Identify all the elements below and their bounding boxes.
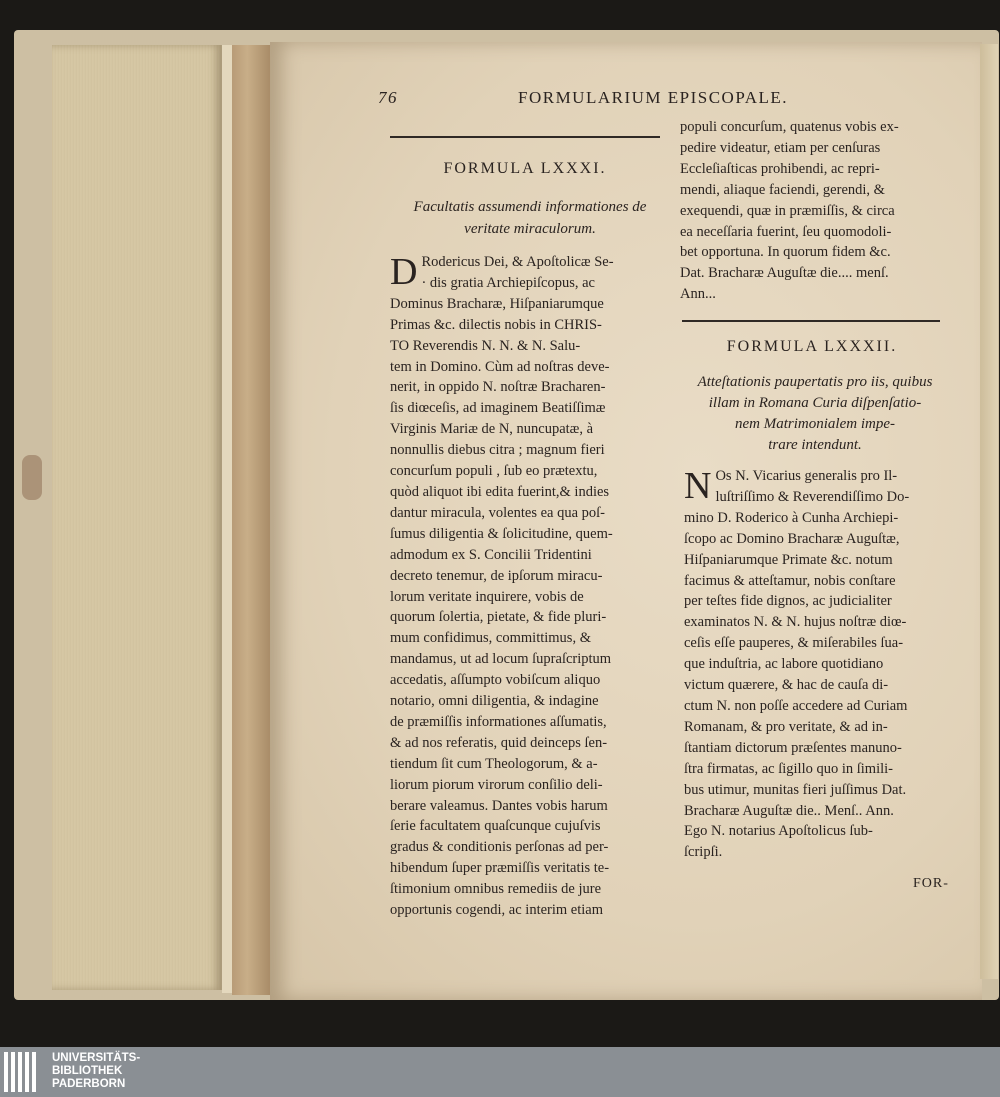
subtitle-line: illam in Romana Curia diſpenſatio- bbox=[708, 395, 922, 411]
text-line: ea neceſſaria fuerint, ſeu quomodoli- bbox=[680, 223, 892, 240]
stain bbox=[22, 455, 42, 500]
text-line: quòd aliquot ibi edita fuerint,& indies bbox=[390, 483, 610, 500]
gutter-shadow bbox=[232, 45, 270, 995]
text-line: concurſum populi , ſub eo prætextu, bbox=[390, 463, 598, 480]
formula-81-subtitle: Facultatis assumendi informationes de veritate miraculorum. bbox=[413, 199, 647, 237]
text-line: Romanam, & pro veritate, & ad in- bbox=[684, 718, 888, 735]
right-page-edge bbox=[980, 44, 998, 979]
text-line: que induſtria, ac labore quotidiano bbox=[684, 656, 884, 673]
text-line: ſtantiam dictorum præſentes manuno- bbox=[684, 739, 902, 756]
text-line: Virginis Mariæ de N, nuncupatæ, à bbox=[390, 421, 594, 438]
text-line: notario, omni diligentia, & indagine bbox=[390, 693, 599, 710]
text-line: nonnullis diebus citra ; magnum fieri bbox=[390, 442, 605, 459]
text-line: ctum N. non poſſe accedere ad Curiam bbox=[684, 697, 908, 714]
text-line: exequendi, quæ in præmiſſis, & circa bbox=[680, 202, 895, 219]
library-name bbox=[52, 1052, 140, 1091]
text-line: ſcopo ac Domino Bracharæ Auguſtæ, bbox=[684, 530, 900, 547]
text-line: mino D. Roderico à Cunha Archiepi- bbox=[684, 509, 899, 526]
text-line: TO Reverendis N. N. & N. Salu- bbox=[390, 337, 581, 354]
text-line: ſtra firmatas, ac ſigillo quo in ſimili- bbox=[684, 760, 893, 777]
text-line: tem in Domino. Cùm ad noſtras deve- bbox=[390, 358, 610, 375]
text-line: mum confidimus, committimus, & bbox=[390, 630, 591, 647]
text-line: Dominus Bracharæ, Hiſpaniarumque bbox=[390, 295, 604, 312]
text-line: ſumus diligentia & ſolicitudine, quem- bbox=[390, 525, 613, 542]
formula-82-title: FORMULA LXXXII. bbox=[726, 338, 898, 355]
text-line: nerit, in oppido N. noſtræ Bracharen- bbox=[390, 379, 606, 396]
library-logo-icon bbox=[4, 1052, 40, 1092]
running-title: FORMULARIUM EPISCOPALE. bbox=[518, 88, 789, 107]
text-line: Hiſpaniarumque Primate &c. notum bbox=[684, 551, 893, 568]
text-line: decreto tenemur, de ipſorum miracu- bbox=[390, 567, 603, 584]
text-line: Ego N. notarius Apoſtolicus ſub- bbox=[684, 823, 873, 840]
subtitle-line: trare intendunt. bbox=[768, 437, 862, 453]
text-line: bet opportuna. In quorum fidem &c. bbox=[680, 244, 891, 261]
text-line: luſtriſſimo & Reverendiſſimo Do- bbox=[715, 488, 910, 505]
text-line: mandamus, ut ad locum ſupraſcriptum bbox=[390, 651, 612, 668]
drop-cap-d: D bbox=[390, 251, 418, 293]
formula-81-body bbox=[390, 252, 675, 921]
text-line: gradus & conditionis perſonas ad per- bbox=[390, 839, 609, 856]
text-line: opportunis cogendi, ac interim etiam bbox=[390, 902, 604, 919]
text-line: pedire videatur, etiam per cenſuras bbox=[680, 139, 881, 156]
text-line: ſerie facultatem quaſcunque cujuſvis bbox=[390, 818, 601, 835]
text-line: admodum ex S. Concilii Tridentini bbox=[390, 546, 592, 563]
text-line: victum quærere, & hac de cauſa di- bbox=[684, 677, 889, 694]
text-line: populi concurſum, quatenus vobis ex- bbox=[680, 119, 899, 135]
text-line: ceſis eſſe pauperes, & miſerabiles ſua- bbox=[684, 635, 904, 652]
text-line: Primas &c. dilectis nobis in CHRIS- bbox=[390, 316, 602, 333]
text-line: Os N. Vicarius generalis pro Il- bbox=[715, 468, 898, 484]
text-line: hibendum ſuper præmiſſis veritatis te- bbox=[390, 860, 610, 877]
text-line: ſtimonium omnibus remediis de jure bbox=[390, 881, 602, 898]
text-line: Dat. Bracharæ Auguſtæ die.... menſ. bbox=[680, 265, 889, 282]
library-name-line: PADERBORN bbox=[52, 1078, 126, 1090]
text-line: & ad nos referatis, quid deinceps ſen- bbox=[390, 734, 608, 751]
text-line: quorum ſolertia, pietate, & fide pluri- bbox=[390, 609, 607, 626]
page-number: 76 bbox=[378, 88, 398, 107]
formula-81-title: FORMULA LXXXI. bbox=[443, 160, 607, 177]
library-footer bbox=[0, 1047, 1000, 1097]
catchword: FOR- bbox=[913, 876, 949, 891]
text-line: berare valeamus. Dantes vobis harum bbox=[390, 797, 608, 814]
text-line: liorum piorum virorum conſilio deli- bbox=[390, 776, 603, 793]
text-line: dantur miracula, volentes ea qua poſ- bbox=[390, 504, 606, 521]
text-line: bus utimur, munitas fieri juſſimus Dat. bbox=[684, 781, 907, 798]
text-line: tiendum ſit cum Theologorum, & a- bbox=[390, 755, 598, 772]
text-line: lorum veritate inquirere, vobis de bbox=[390, 588, 584, 605]
page-block-edges bbox=[52, 45, 222, 990]
text-line: accedatis, aſſumpto vobiſcum aliquo bbox=[390, 672, 601, 689]
text-line: Rodericus Dei, & Apoſtolicæ Se- bbox=[421, 254, 614, 270]
subtitle-line: Atteſtationis paupertatis pro iis, quibus bbox=[697, 374, 933, 390]
text-line: Bracharæ Auguſtæ die.. Menſ.. Ann. bbox=[684, 802, 894, 819]
text-line: de præmiſſis informationes aſſumatis, bbox=[390, 713, 607, 730]
formula-82-subtitle bbox=[680, 372, 950, 456]
library-name-line: BIBLIOTHEK bbox=[52, 1065, 123, 1077]
subtitle-line: nem Matrimonialem impe- bbox=[735, 416, 895, 432]
text-line: Ann... bbox=[680, 286, 716, 303]
text-line: · dis gratia Archiepiſcopus, ac bbox=[421, 274, 595, 291]
formula-81-continuation bbox=[680, 117, 950, 305]
text-line: per teſtes fide dignos, ac judicialiter bbox=[684, 593, 892, 610]
library-name-line: UNIVERSITÄTS- bbox=[52, 1052, 141, 1064]
right-rule bbox=[682, 320, 940, 322]
text-line: examinatos N. & N. hujus noſtræ diœ- bbox=[684, 614, 907, 631]
formula-82-body bbox=[684, 466, 950, 863]
text-line: ſis diœceſis, ad imaginem Beatiſſimæ bbox=[390, 400, 606, 417]
text-line: facimus & atteſtamur, nobis conſtare bbox=[684, 572, 896, 589]
text-line: ſcripſi. bbox=[684, 844, 723, 861]
left-rule bbox=[390, 136, 660, 138]
text-line: Eccleſiaſticas prohibendi, ac repri- bbox=[680, 160, 880, 177]
text-line: mendi, aliaque faciendi, gerendi, & bbox=[680, 181, 885, 198]
drop-cap-n: N bbox=[684, 465, 712, 507]
page-edge-light bbox=[222, 45, 232, 993]
